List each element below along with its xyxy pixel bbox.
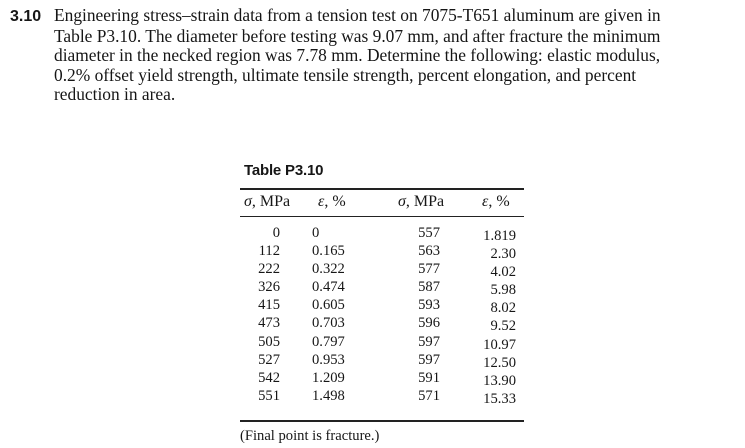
header-strain-right [482,193,510,211]
table-cell: 505 [258,333,280,350]
column-strain-left [312,224,356,405]
table-cell: 12.50 [483,354,516,371]
table-cell: 597 [418,351,440,368]
table-cell: 8.02 [490,300,516,317]
problem-line-3: diameter in the necked region was 7.78 mm. Determine the following: elastic modulus, [54,45,661,66]
strain-symbol: ε [318,193,325,210]
table-cell: 1.819 [483,228,516,244]
table-cell: 112 [258,243,280,260]
table-cell: 591 [418,369,440,386]
table-cell: 571 [418,387,440,404]
table-caption: Table P3.10 [244,162,324,179]
table-cell: 4.02 [490,264,516,281]
problem-line-1: Engineering stress–strain data from a tension test on 7075-T651 aluminum are given in [54,5,661,25]
table-header-rule [240,216,524,217]
column-strain-right [474,227,516,408]
table-cell: 13.90 [483,372,516,389]
table-cell: 5.98 [490,282,516,299]
header-strain-left [318,193,346,211]
table-cell: 551 [258,387,280,404]
problem-line-5: reduction in area. [54,84,176,105]
strain-symbol: ε [482,193,489,210]
problem-statement [10,6,722,105]
table-cell: 9.52 [490,318,516,335]
table-cell: 563 [418,243,440,260]
table-cell: 415 [258,297,280,314]
strain-unit: , % [324,193,346,210]
table-cell: 1.498 [312,387,345,404]
table-footnote: (Final point is fracture.) [240,428,380,444]
problem-line-4: 0.2% offset yield strength, ultimate tensile strength, percent elongation, and percent [54,64,637,85]
table-cell: 10.97 [483,336,516,353]
table-cell: 0.953 [312,351,345,368]
table-cell: 326 [258,279,280,296]
table-cell: 593 [418,297,440,314]
table-cell: 2.30 [490,246,516,263]
table-cell: 596 [418,315,440,332]
table-top-rule [240,188,524,190]
stress-symbol: σ [244,193,252,210]
stress-unit: , MPa [405,193,445,210]
table-cell: 0 [272,225,280,241]
table-cell: 15.33 [483,390,516,407]
problem-number: 3.10 [10,8,42,25]
table-bottom-rule [240,420,524,422]
column-stress-left [246,224,280,405]
problem-line-2: Table P3.10. The diameter before testing was 9.07 mm, and after fracture the minimum [54,25,661,46]
table-cell: 0.165 [312,243,345,260]
table-cell: 0.474 [312,279,345,296]
stress-symbol: σ [398,193,406,210]
table-cell: 577 [418,261,440,278]
table-cell: 587 [418,279,440,296]
table-cell: 542 [258,369,280,386]
table-cell: 527 [258,351,280,368]
table-cell: 0.797 [312,333,345,350]
header-stress-right [398,193,444,211]
table-cell: 0.703 [312,315,345,332]
table-cell: 0.605 [312,297,345,314]
table-cell: 597 [418,333,440,350]
stress-unit: , MPa [251,193,291,210]
table-cell: 222 [258,261,280,278]
table-cell: 1.209 [312,369,345,386]
column-stress-right [410,224,440,405]
header-stress-left [244,193,290,211]
table-cell: 0.322 [312,261,345,278]
strain-unit: , % [488,193,510,210]
table-cell: 473 [258,315,280,332]
table-cell: 0 [312,225,320,241]
table-cell: 557 [418,225,440,241]
